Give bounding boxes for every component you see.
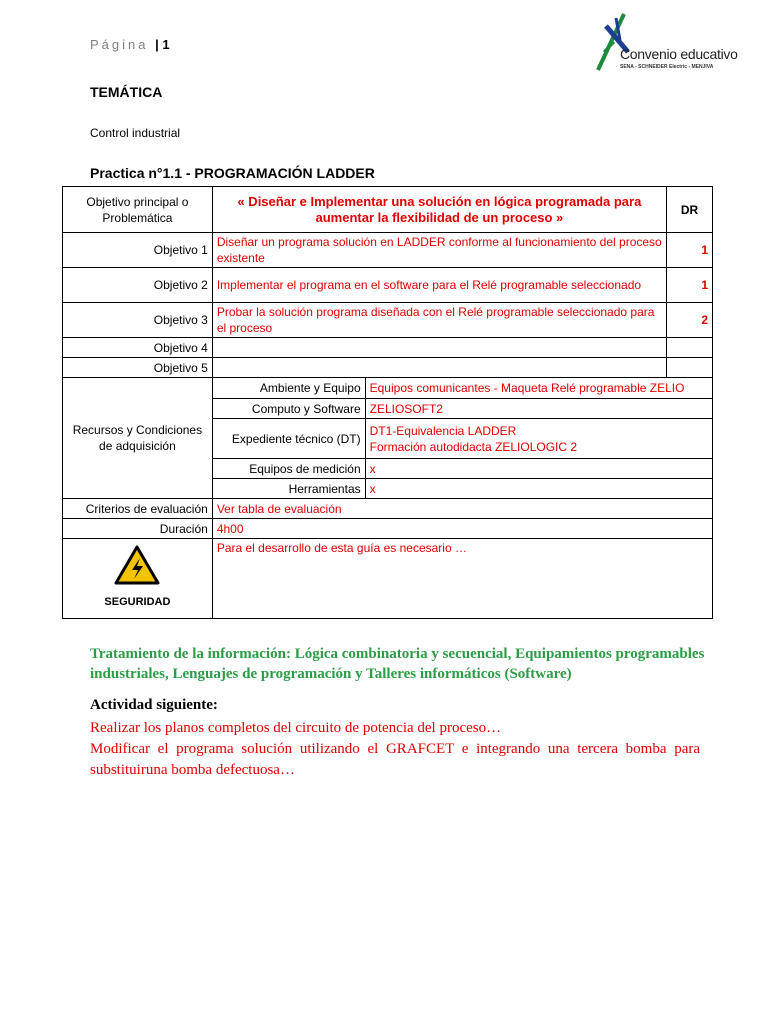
table-row (63, 233, 713, 268)
objective-4-label: Objetivo 4 (63, 338, 213, 358)
objective-3-dr: 2 (667, 303, 713, 338)
objective-3-label: Objetivo 3 (63, 303, 213, 338)
resource-dt-label: Expediente técnico (DT) (212, 419, 365, 459)
next-activity-line-1: Realizar los planos completos del circuito de potencia del proceso… (90, 720, 502, 736)
objective-4-dr (667, 338, 713, 358)
logo-name: Convenio educativo (620, 46, 738, 62)
resource-dt-value-line1: DT1-Equivalencia LADDER (369, 423, 517, 438)
table-row (63, 499, 713, 519)
table-row (63, 539, 713, 619)
practice-table (62, 186, 713, 619)
table-row (63, 519, 713, 539)
section-heading: TEMÁTICA (90, 84, 163, 100)
resource-measurement-label: Equipos de medición (212, 459, 365, 479)
table-row (63, 303, 713, 338)
objective-4-text (212, 338, 666, 358)
objective-1-label: Objetivo 1 (63, 233, 213, 268)
table-row (63, 358, 713, 378)
objective-5-text (212, 358, 666, 378)
security-text: Para el desarrollo de esta guía es necesario … (212, 539, 712, 619)
objective-1-text: Diseñar un programa solución en LADDER conforme al funcionamiento del proceso existente (212, 233, 666, 268)
resource-software-value: ZELIOSOFT2 (365, 399, 712, 419)
objective-5-label: Objetivo 5 (63, 358, 213, 378)
resource-environment-label: Ambiente y Equipo (212, 378, 365, 399)
subject-text: Control industrial (90, 126, 181, 140)
resource-tools-value: x (365, 479, 712, 499)
resources-label: Recursos y Condiciones de adquisición (63, 378, 213, 499)
table-row (63, 187, 713, 233)
resource-measurement-value: x (365, 459, 712, 479)
convenio-logo (594, 12, 744, 72)
objective-1-dr: 1 (667, 233, 713, 268)
practice-title: Practica n°1.1 - PROGRAMACIÓN LADDER (90, 165, 375, 181)
criteria-value: Ver tabla de evaluación (212, 499, 712, 519)
info-treatment-text: Tratamiento de la información: Lógica combinatoria y secuencial, Equipamientos programables industriales, Lenguajes de programación y Talleres informáticos (Software) (90, 646, 705, 682)
resource-dt-value-line2: Formación autodidacta ZELIOLOGIC 2 (369, 439, 578, 454)
objective-2-dr: 1 (667, 268, 713, 303)
resource-tools-label: Herramientas (212, 479, 365, 499)
next-activity-title: Actividad siguiente: (90, 697, 218, 713)
table-row (63, 338, 713, 358)
logo-partners: SENA - SCHNEIDER Electric - MENJIVA (620, 64, 714, 70)
objective-5-dr (667, 358, 713, 378)
objective-text: « Diseñar e Implementar una solución en lógica programada para aumentar la flexibilidad de un proceso » (212, 187, 666, 233)
table-row (63, 268, 713, 303)
page-label: Página (90, 37, 149, 52)
dr-header: DR (667, 187, 713, 233)
objective-3-text: Probar la solución programa diseñada con el Relé programable seleccionado para el proceso (212, 303, 666, 338)
resource-software-label: Computo y Software (212, 399, 365, 419)
objective-label: Objetivo principal o Problemática (63, 187, 213, 233)
page-number: Página | 1 (90, 37, 170, 52)
resource-dt-value (365, 419, 712, 459)
logo-mark-icon (594, 12, 634, 72)
security-label: SEGURIDAD (104, 596, 171, 608)
table-row (63, 378, 713, 399)
security-cell (63, 539, 213, 619)
resource-environment-value: Equipos comunicantes - Maqueta Relé programable ZELIO (365, 378, 712, 399)
page-number-value: 1 (162, 37, 170, 52)
objective-2-label: Objetivo 2 (63, 268, 213, 303)
duration-value: 4h00 (212, 519, 712, 539)
next-activity-line-2: Modificar el programa solución utilizando el GRAFCET e integrando una tercera bomba para substituiruna bomba defectuosa… (90, 741, 700, 778)
objective-2-text: Implementar el programa en el software para el Relé programable seleccionado (212, 268, 666, 303)
criteria-label: Criterios de evaluación (63, 499, 213, 519)
duration-label: Duración (63, 519, 213, 539)
high-voltage-warning-icon (113, 544, 161, 586)
